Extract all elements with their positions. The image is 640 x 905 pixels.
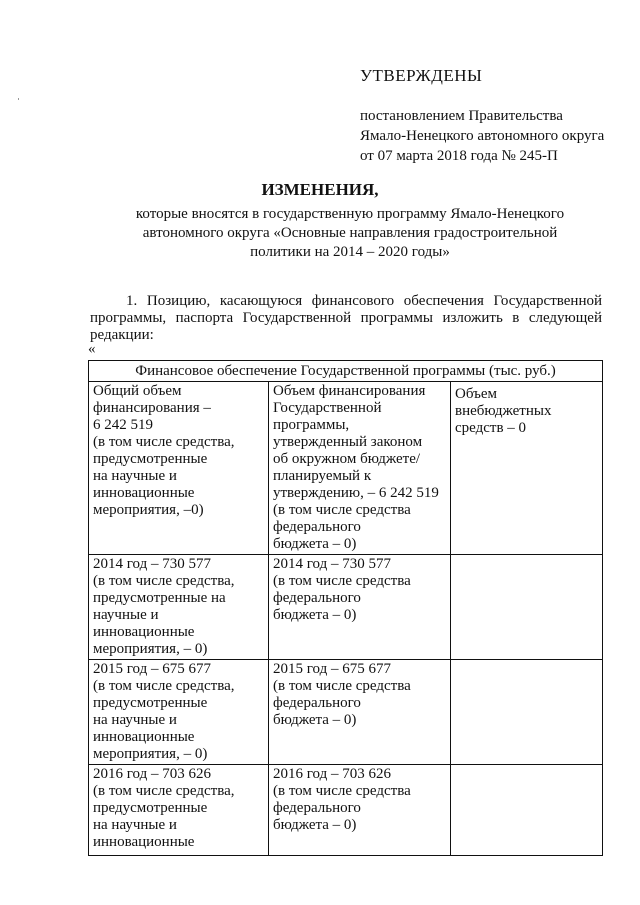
document-subtitle: которые вносятся в государственную программу Ямало-Ненецкого автономного округа «Основные направления градостроительной политики на 2014 – 2020 годы»: [135, 206, 565, 260]
header-extrabudget-text: Объем внебюджетных средств – 0: [455, 386, 552, 436]
row-2014-total-text: 2014 год – 730 577 (в том числе средства, предусмотренные на научные и инновационные мероприятия, – 0): [93, 556, 235, 657]
change-paragraph: 1. Позицию, касающуюся финансового обеспечения Государственной программы, паспорта Государственной программы изложить в следующей редакции:: [90, 293, 602, 343]
row-2016-extrabudget-text: [455, 766, 598, 854]
table-row: [89, 660, 603, 765]
row-2015-extrabudget: [451, 660, 603, 765]
row-2015-total-text: 2015 год – 675 677 (в том числе средства, предусмотренные на научные и инновационные мероприятия, – 0): [93, 661, 235, 762]
row-2015-total: [89, 660, 269, 765]
header-total-text: Общий объем финансирования – 6 242 519 (в том числе средства, предусмотренные на научные и инновационные мероприятия, –0): [93, 383, 235, 518]
approval-title: УТВЕРЖДЕНЫ: [360, 66, 483, 85]
row-2014-extrabudget: [451, 555, 603, 660]
table-header-row: [89, 382, 603, 555]
quote-open-mark: «: [88, 341, 96, 357]
row-2015-budget-text: 2015 год – 675 677 (в том числе средства федерального бюджета – 0): [273, 661, 411, 728]
margin-mark: [18, 98, 19, 100]
row-2014-budget-text: 2014 год – 730 577 (в том числе средства федерального бюджета – 0): [273, 556, 411, 623]
header-cell-budget: [269, 382, 451, 555]
row-2016-total: [89, 765, 269, 856]
row-2016-extrabudget: [451, 765, 603, 856]
row-2015-budget: [269, 660, 451, 765]
document-title: ИЗМЕНЕНИЯ,: [261, 180, 379, 199]
header-cell-extrabudget: [451, 382, 603, 555]
header-budget-text: Объем финансирования Государственной программы, утвержденный законом об окружном бюджете/ планируемый к утверждению, – 6 242 519 (в том числе средства федерального бюджета – 0): [273, 383, 439, 552]
row-2016-total-text: 2016 год – 703 626 (в том числе средства, предусмотренные на научные и инновационные: [93, 766, 235, 850]
approval-details: [360, 106, 604, 166]
row-2016-budget-text: 2016 год – 703 626 (в том числе средства федерального бюджета – 0): [273, 766, 411, 833]
row-2014-total: [89, 555, 269, 660]
table-row: [89, 555, 603, 660]
approval-lines: постановлением Правительства Ямало-Ненецкого автономного округа от 07 марта 2018 года № 245-П: [360, 108, 605, 164]
financing-table: [88, 360, 603, 856]
header-cell-total: [89, 382, 269, 555]
table-title: Финансовое обеспечение Государственной программы (тыс. руб.): [89, 361, 603, 382]
table-title-row: [89, 361, 603, 382]
row-2016-budget: [269, 765, 451, 856]
table-row: [89, 765, 603, 856]
row-2014-budget: [269, 555, 451, 660]
